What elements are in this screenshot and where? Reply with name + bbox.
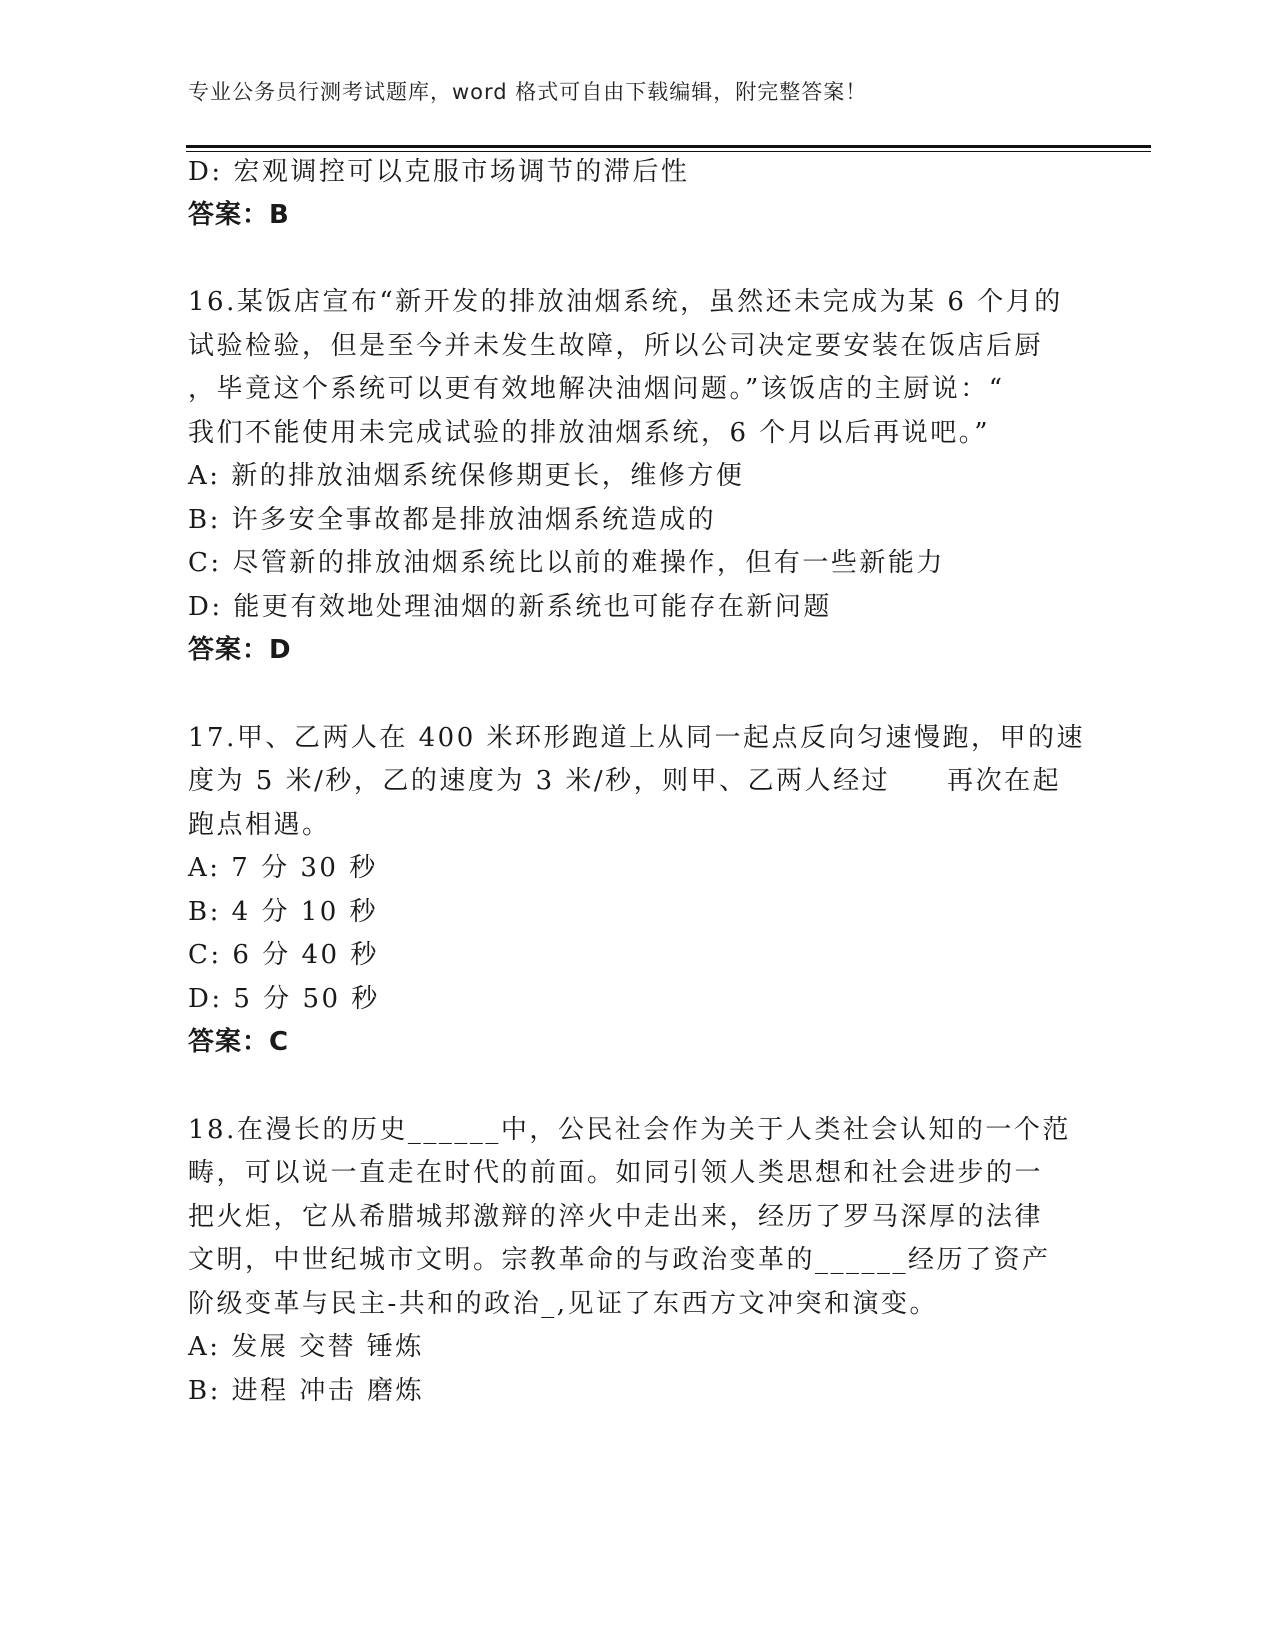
q17-answer: 答案：C [188, 1027, 290, 1057]
header-rule-thick [186, 145, 1151, 148]
q17-option-a: A: 7 分 30 秒 [188, 853, 378, 883]
q18-stem-line: 18.在漫长的历史______中，公民社会作为关于人类社会认知的一个范 [188, 1115, 1071, 1145]
q17-stem-line: 跑点相遇。 [188, 810, 331, 840]
q18-stem-line: 阶级变革与民主-共和的政治_,见证了东西方文冲突和演变。 [188, 1289, 939, 1319]
q17-option-d: D: 5 分 50 秒 [188, 984, 380, 1014]
q18-option-a: A: 发展 交替 锤炼 [188, 1332, 424, 1362]
q15-answer: 答案：B [188, 200, 290, 230]
q16-option-d: D: 能更有效地处理油烟的新系统也可能存在新问题 [188, 592, 832, 622]
q16-option-b: B: 许多安全事故都是排放油烟系统造成的 [188, 505, 717, 535]
q16-stem-line: 16.某饭店宣布“新开发的排放油烟系统，虽然还未完成为某 6 个月的 [188, 287, 1063, 317]
q15-option-d: D: 宏观调控可以克服市场调节的滞后性 [188, 157, 690, 187]
q16-stem-line: 我们不能使用未完成试验的排放油烟系统，6 个月以后再说吧。” [188, 418, 991, 448]
q18-stem-line: 文明，中世纪城市文明。宗教革命的与政治变革的______经历了资产 [188, 1245, 1051, 1275]
q16-stem-line: ，毕竟这个系统可以更有效地解决油烟问题。”该饭店的主厨说：“ [188, 374, 1005, 404]
header-rule-thin [186, 151, 1151, 152]
q18-stem-line: 把火炬，它从希腊城邦激辩的淬火中走出来，经历了罗马深厚的法律 [188, 1202, 1044, 1232]
q17-stem-line: 度为 5 米/秒，乙的速度为 3 米/秒，则甲、乙两人经过 再次在起 [188, 766, 1062, 796]
q16-stem-line: 试验检验，但是至今并未发生故障，所以公司决定要安装在饭店后厨 [188, 331, 1044, 361]
q17-option-c: C: 6 分 40 秒 [188, 940, 379, 970]
q16-option-a: A: 新的排放油烟系统保修期更长，维修方便 [188, 461, 745, 491]
q18-stem-line: 畴，可以说一直走在时代的前面。如同引领人类思想和社会进步的一 [188, 1158, 1044, 1188]
q17-option-b: B: 4 分 10 秒 [188, 897, 379, 927]
q16-answer: 答案：D [188, 635, 292, 665]
q18-option-b: B: 进程 冲击 磨炼 [188, 1376, 425, 1406]
q17-stem-line: 17.甲、乙两人在 400 米环形跑道上从同一起点反向匀速慢跑，甲的速 [188, 723, 1086, 753]
q16-option-c: C: 尽管新的排放油烟系统比以前的难操作，但有一些新能力 [188, 548, 945, 578]
page-header: 专业公务员行测考试题库，word 格式可自由下载编辑，附完整答案！ [188, 80, 868, 104]
